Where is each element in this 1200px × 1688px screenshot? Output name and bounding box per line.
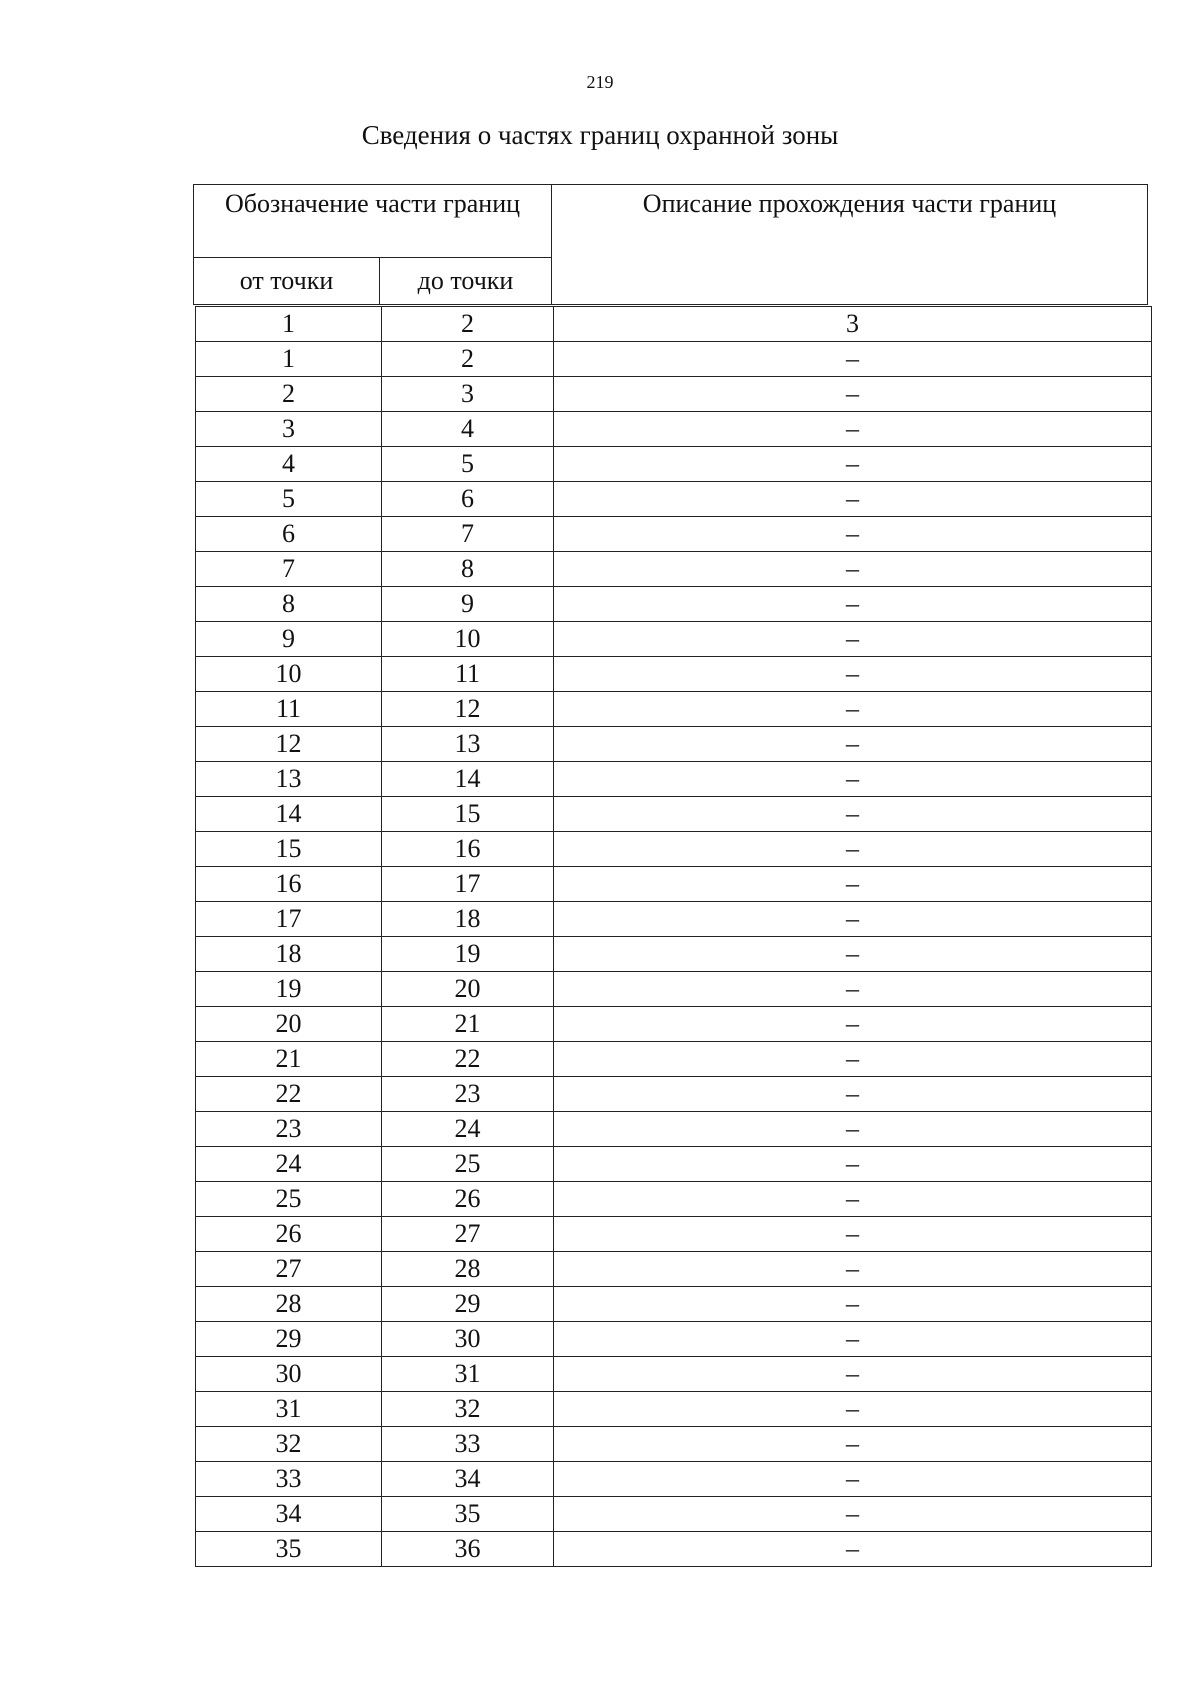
table-row [196, 412, 1152, 447]
description-cell: – [554, 1287, 1152, 1322]
table-body [196, 307, 1152, 1567]
table-row [196, 1077, 1152, 1112]
to-point-cell: 25 [382, 1147, 554, 1182]
description-cell: – [554, 1357, 1152, 1392]
description-cell: – [554, 517, 1152, 552]
table-row [196, 1497, 1152, 1532]
from-point-cell: 5 [196, 482, 382, 517]
table-header [193, 184, 1148, 305]
description-cell: – [554, 482, 1152, 517]
table-row [196, 377, 1152, 412]
from-point-cell: 22 [196, 1077, 382, 1112]
table-row [196, 1112, 1152, 1147]
from-point-cell: 27 [196, 1252, 382, 1287]
from-point-cell: 8 [196, 587, 382, 622]
description-cell: – [554, 867, 1152, 902]
table-row [196, 1287, 1152, 1322]
to-point-cell: 26 [382, 1182, 554, 1217]
table-row [196, 937, 1152, 972]
column-number-cell: 1 [196, 307, 382, 342]
header-from-point: от точки [194, 258, 380, 305]
table-row [196, 727, 1152, 762]
from-point-cell: 4 [196, 447, 382, 482]
table-row [196, 902, 1152, 937]
description-cell: – [554, 1182, 1152, 1217]
from-point-cell: 21 [196, 1042, 382, 1077]
description-cell: – [554, 902, 1152, 937]
to-point-cell: 16 [382, 832, 554, 867]
table-row [196, 972, 1152, 1007]
to-point-cell: 33 [382, 1427, 554, 1462]
page-number: 219 [586, 72, 614, 92]
description-cell: – [554, 937, 1152, 972]
from-point-cell: 20 [196, 1007, 382, 1042]
description-cell: – [554, 1322, 1152, 1357]
table-row [196, 692, 1152, 727]
header-boundary-designation: Обозначение части границ [194, 185, 552, 258]
description-cell: – [554, 552, 1152, 587]
description-cell: – [554, 1497, 1152, 1532]
to-point-cell: 30 [382, 1322, 554, 1357]
to-point-cell: 14 [382, 762, 554, 797]
table-row [196, 1007, 1152, 1042]
from-point-cell: 26 [196, 1217, 382, 1252]
description-cell: – [554, 797, 1152, 832]
description-cell: – [554, 1077, 1152, 1112]
description-cell: – [554, 1532, 1152, 1567]
table-row [196, 1147, 1152, 1182]
from-point-cell: 6 [196, 517, 382, 552]
to-point-cell: 17 [382, 867, 554, 902]
to-point-cell: 7 [382, 517, 554, 552]
to-point-cell: 20 [382, 972, 554, 1007]
to-point-cell: 35 [382, 1497, 554, 1532]
table-row [196, 552, 1152, 587]
description-cell: – [554, 587, 1152, 622]
table-row [196, 1217, 1152, 1252]
description-cell: – [554, 342, 1152, 377]
table-row [196, 482, 1152, 517]
from-point-cell: 25 [196, 1182, 382, 1217]
description-cell: – [554, 447, 1152, 482]
from-point-cell: 7 [196, 552, 382, 587]
from-point-cell: 12 [196, 727, 382, 762]
column-number-row [196, 307, 1152, 342]
from-point-cell: 14 [196, 797, 382, 832]
from-point-cell: 32 [196, 1427, 382, 1462]
table-row [196, 1252, 1152, 1287]
to-point-cell: 21 [382, 1007, 554, 1042]
description-cell: – [554, 622, 1152, 657]
from-point-cell: 31 [196, 1392, 382, 1427]
from-point-cell: 33 [196, 1462, 382, 1497]
to-point-cell: 10 [382, 622, 554, 657]
to-point-cell: 32 [382, 1392, 554, 1427]
description-cell: – [554, 377, 1152, 412]
description-cell: – [554, 1147, 1152, 1182]
table-row [196, 517, 1152, 552]
description-cell: – [554, 727, 1152, 762]
to-point-cell: 5 [382, 447, 554, 482]
from-point-cell: 13 [196, 762, 382, 797]
from-point-cell: 2 [196, 377, 382, 412]
from-point-cell: 10 [196, 657, 382, 692]
to-point-cell: 23 [382, 1077, 554, 1112]
to-point-cell: 3 [382, 377, 554, 412]
description-cell: – [554, 1112, 1152, 1147]
table-row [196, 1532, 1152, 1567]
from-point-cell: 23 [196, 1112, 382, 1147]
table-row [196, 762, 1152, 797]
to-point-cell: 36 [382, 1532, 554, 1567]
table-row [196, 657, 1152, 692]
to-point-cell: 6 [382, 482, 554, 517]
description-cell: – [554, 692, 1152, 727]
from-point-cell: 3 [196, 412, 382, 447]
from-point-cell: 19 [196, 972, 382, 1007]
table-row [196, 342, 1152, 377]
from-point-cell: 17 [196, 902, 382, 937]
to-point-cell: 19 [382, 937, 554, 972]
to-point-cell: 11 [382, 657, 554, 692]
column-number-cell: 3 [554, 307, 1152, 342]
from-point-cell: 35 [196, 1532, 382, 1567]
description-cell: – [554, 1007, 1152, 1042]
description-cell: – [554, 832, 1152, 867]
to-point-cell: 2 [382, 342, 554, 377]
table-row [196, 1322, 1152, 1357]
description-cell: – [554, 1392, 1152, 1427]
table-row [196, 1182, 1152, 1217]
description-cell: – [554, 412, 1152, 447]
to-point-cell: 34 [382, 1462, 554, 1497]
from-point-cell: 11 [196, 692, 382, 727]
description-cell: – [554, 1462, 1152, 1497]
to-point-cell: 29 [382, 1287, 554, 1322]
table-row [196, 1392, 1152, 1427]
description-cell: – [554, 1252, 1152, 1287]
to-point-cell: 22 [382, 1042, 554, 1077]
document-title: Сведения о частях границ охранной зоны [361, 120, 839, 150]
to-point-cell: 13 [382, 727, 554, 762]
to-point-cell: 12 [382, 692, 554, 727]
table-row [196, 1427, 1152, 1462]
from-point-cell: 28 [196, 1287, 382, 1322]
from-point-cell: 15 [196, 832, 382, 867]
table-row [196, 832, 1152, 867]
to-point-cell: 31 [382, 1357, 554, 1392]
from-point-cell: 9 [196, 622, 382, 657]
description-cell: – [554, 657, 1152, 692]
to-point-cell: 27 [382, 1217, 554, 1252]
from-point-cell: 29 [196, 1322, 382, 1357]
to-point-cell: 24 [382, 1112, 554, 1147]
header-boundary-description: Описание прохождения части границ [552, 185, 1148, 305]
to-point-cell: 15 [382, 797, 554, 832]
to-point-cell: 9 [382, 587, 554, 622]
to-point-cell: 28 [382, 1252, 554, 1287]
description-cell: – [554, 1042, 1152, 1077]
table-row [196, 1462, 1152, 1497]
table-row [196, 622, 1152, 657]
table-row [196, 797, 1152, 832]
to-point-cell: 18 [382, 902, 554, 937]
from-point-cell: 18 [196, 937, 382, 972]
to-point-cell: 8 [382, 552, 554, 587]
header-to-point: до точки [380, 258, 552, 305]
description-cell: – [554, 972, 1152, 1007]
table-row [196, 1042, 1152, 1077]
from-point-cell: 16 [196, 867, 382, 902]
table-row [196, 867, 1152, 902]
column-number-cell: 2 [382, 307, 554, 342]
table-row [196, 1357, 1152, 1392]
description-cell: – [554, 1427, 1152, 1462]
to-point-cell: 4 [382, 412, 554, 447]
table-row [196, 447, 1152, 482]
from-point-cell: 24 [196, 1147, 382, 1182]
boundary-parts-table [195, 306, 1152, 1567]
from-point-cell: 34 [196, 1497, 382, 1532]
table-row [196, 587, 1152, 622]
from-point-cell: 1 [196, 342, 382, 377]
from-point-cell: 30 [196, 1357, 382, 1392]
description-cell: – [554, 1217, 1152, 1252]
description-cell: – [554, 762, 1152, 797]
